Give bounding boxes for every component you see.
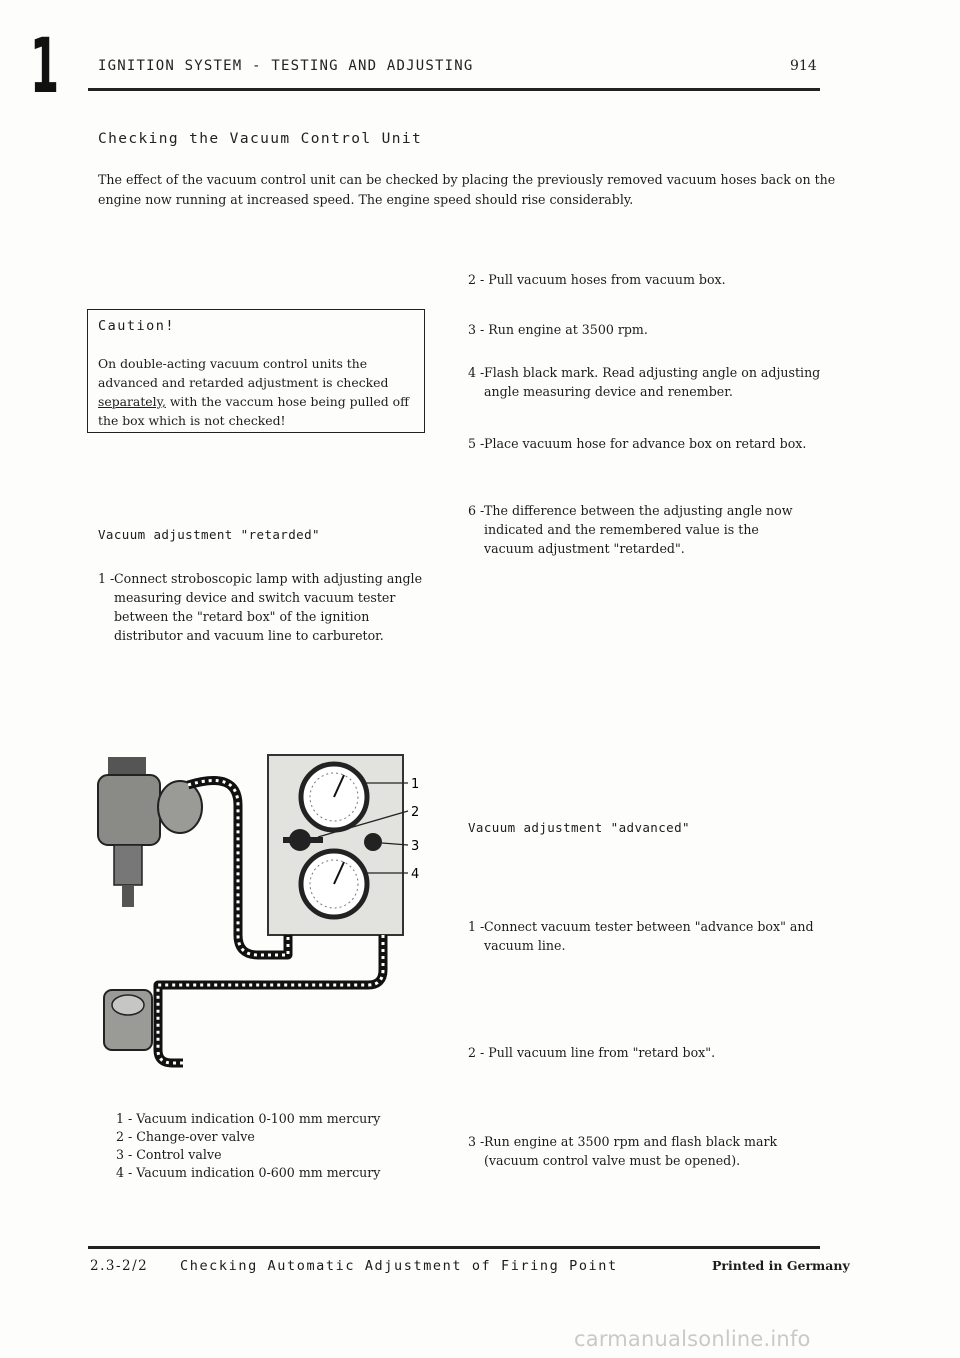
- step-number: 6 -: [468, 503, 485, 518]
- advanced-step-3: [468, 1132, 818, 1170]
- callout-3: 3: [411, 839, 420, 854]
- step-text: The difference between the adjusting angle now indicated and the remembered value is the vacuum adjustment "retarded".: [484, 503, 793, 556]
- callout-1: 1: [411, 777, 420, 792]
- step-text: Run engine at 3500 rpm.: [488, 322, 648, 337]
- step-text: Pull vacuum line from "retard box".: [488, 1045, 716, 1060]
- retarded-step-3: [468, 320, 828, 339]
- footer-printed-in: Printed in Germany: [712, 1258, 850, 1273]
- retarded-step-5: [468, 434, 818, 453]
- step-text: Place vacuum hose for advance box on retard box.: [484, 436, 807, 451]
- retarded-step-1: [98, 569, 438, 645]
- vacuum-gauge-lower-icon: [301, 851, 367, 917]
- vacuum-gauge-upper-icon: [301, 764, 367, 830]
- control-valve-icon: [364, 833, 382, 851]
- step-number: 4 -: [468, 365, 485, 380]
- callout-4: 4: [411, 867, 420, 882]
- caution-underlined-word: separately,: [98, 394, 166, 409]
- step-text: Connect stroboscopic lamp with adjusting angle measuring device and switch vacuum tester between the "retard box" of the ignition distributor and vacuum line to carburetor.: [114, 571, 423, 643]
- retarded-heading: Vacuum adjustment "retarded": [98, 527, 320, 542]
- carburetor-icon: [104, 990, 152, 1050]
- caution-box: [87, 309, 425, 433]
- vacuum-tester-figure: [88, 745, 428, 1070]
- section-heading: Checking the Vacuum Control Unit: [98, 131, 423, 147]
- advanced-step-2: [468, 1043, 828, 1062]
- caution-text-part1: On double-acting vacuum control units the advanced and retarded adjustment is checked: [98, 356, 389, 390]
- advanced-heading: Vacuum adjustment "advanced": [468, 820, 690, 835]
- step-number: 1 -: [98, 571, 115, 586]
- callout-2: 2: [411, 805, 420, 820]
- advanced-step-1: [468, 917, 828, 955]
- caution-title: Caution!: [98, 318, 176, 334]
- step-text: Connect vacuum tester between "advance box" and vacuum line.: [484, 919, 814, 953]
- legend-item-2: 2 - Change-over valve: [116, 1129, 255, 1144]
- step-number: 5 -: [468, 436, 485, 451]
- caution-text-part2: with the vaccum hose being pulled off the box which is not checked!: [98, 394, 409, 428]
- footer-title: Checking Automatic Adjustment of Firing Point: [180, 1258, 618, 1274]
- step-text: Run engine at 3500 rpm and flash black mark (vacuum control valve must be opened).: [484, 1134, 778, 1168]
- step-text: Flash black mark. Read adjusting angle on adjusting angle measuring device and renember.: [484, 365, 821, 399]
- section-number: 1: [30, 21, 60, 110]
- header-rule: [88, 88, 820, 91]
- legend-item-1: 1 - Vacuum indication 0-100 mm mercury: [116, 1111, 381, 1126]
- page-model-label: 914: [790, 58, 817, 74]
- watermark: carmanualsonline.info: [574, 1327, 811, 1351]
- retarded-step-6: [468, 501, 808, 558]
- legend-item-4: 4 - Vacuum indication 0-600 mm mercury: [116, 1165, 381, 1180]
- ignition-distributor-icon: [98, 757, 202, 907]
- retarded-step-2: [468, 270, 828, 289]
- footer-page-code: 2.3-2/2: [90, 1258, 149, 1274]
- step-text: Pull vacuum hoses from vacuum box.: [488, 272, 726, 287]
- retarded-step-4: [468, 363, 838, 401]
- step-number: 3 -: [468, 322, 485, 337]
- step-number: 3 -: [468, 1134, 485, 1149]
- footer-rule: [88, 1246, 820, 1249]
- step-number: 2 -: [468, 272, 485, 287]
- figure-legend: [116, 1110, 380, 1182]
- legend-item-3: 3 - Control valve: [116, 1147, 222, 1162]
- caution-text: [98, 354, 414, 430]
- step-number: 1 -: [468, 919, 485, 934]
- page-header-title: IGNITION SYSTEM - TESTING AND ADJUSTING: [98, 58, 474, 74]
- intro-paragraph: The effect of the vacuum control unit can be checked by placing the previously removed vacuum hoses back on the engine now running at increased speed. The engine speed should rise considerably.: [98, 172, 836, 207]
- step-number: 2 -: [468, 1045, 485, 1060]
